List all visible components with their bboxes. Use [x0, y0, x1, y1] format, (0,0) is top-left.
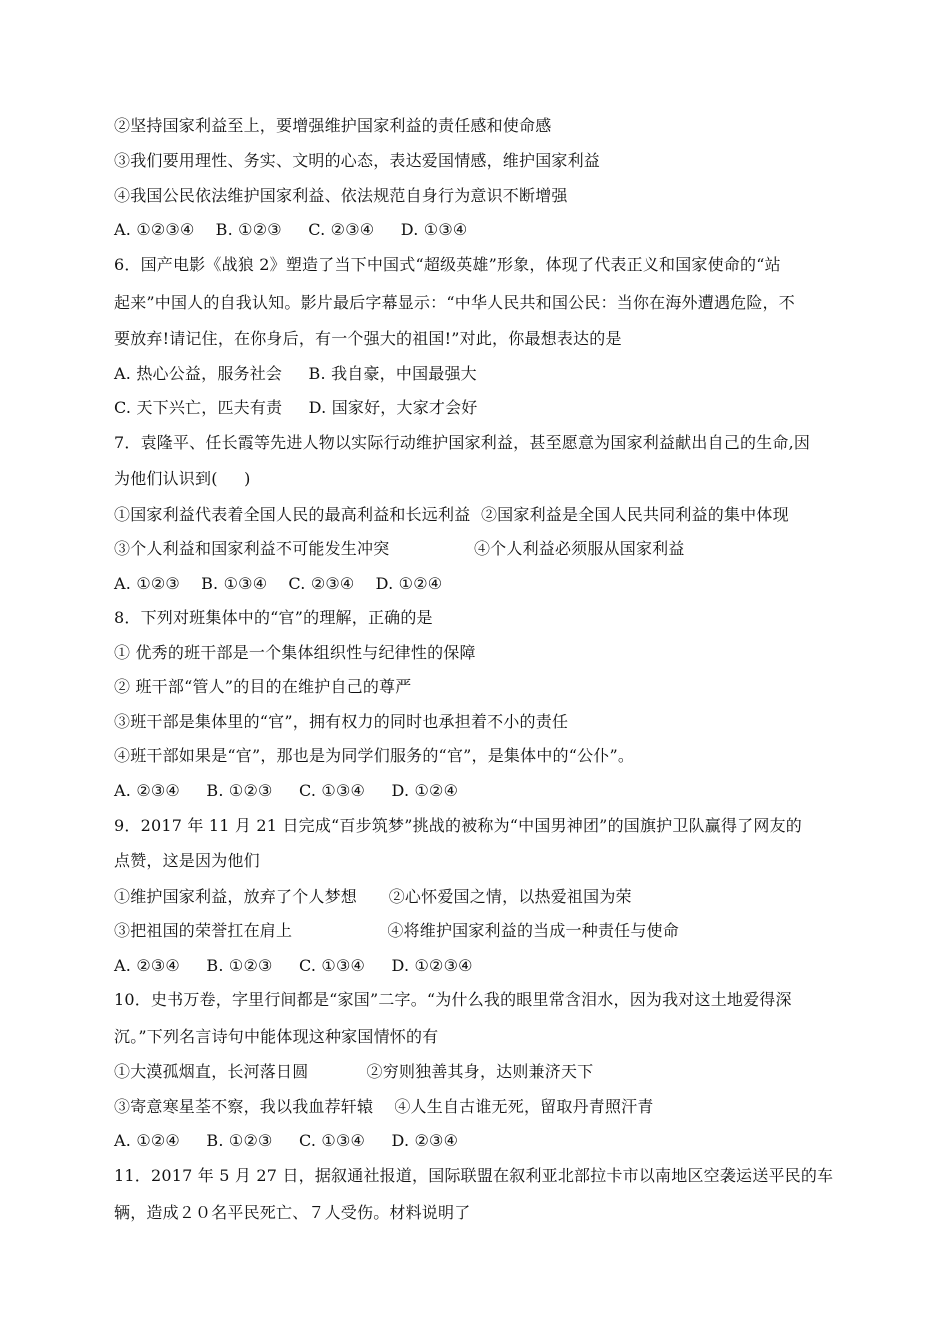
- question-7: 7．袁隆平、任长霞等先进人物以实际行动维护国家利益，甚至愿意为国家利益献出自己的生命,因: [114, 433, 811, 452]
- question-9: 9．2017 年 11 月 21 日完成“百步筑梦”挑战的被称为“中国男神团”的国旗护卫队赢得了网友的: [114, 816, 802, 835]
- text-line: 为他们认识到( ): [114, 469, 251, 488]
- text-line: ③把祖国的荣誉扛在肩上 ④将维护国家利益的当成一种责任与使命: [114, 921, 679, 940]
- text-line: 起来”中国人的自我认知。影片最后字幕显示：“中华人民共和国公民：当你在海外遭遇危险，不: [114, 293, 795, 312]
- text-line: ④班干部如果是“官”，那也是为同学们服务的“官”，是集体中的“公仆”。: [114, 746, 635, 765]
- text-line: 点赞，这是因为他们: [114, 851, 260, 870]
- question-10: 10．史书万卷，字里行间都是“家国”二字。“为什么我的眼里常含泪水，因为我对这土地爱得深: [114, 990, 792, 1009]
- text-line: ③我们要用理性、务实、文明的心态，表达爱国情感，维护国家利益: [114, 151, 601, 170]
- text-line: 沉。”下列名言诗句中能体现这种家国情怀的有: [114, 1027, 439, 1046]
- question-6: 6．国产电影《战狼 2》塑造了当下中国式“超级英雄”形象，体现了代表正义和国家使命的“站: [114, 255, 781, 274]
- text-line: ③个人利益和国家利益不可能发生冲突 ④个人利益必须服从国家利益: [114, 539, 685, 558]
- text-line: 要放弃!请记住，在你身后，有一个强大的祖国!”对此，你最想表达的是: [114, 329, 622, 348]
- answer-options: A. 热心公益，服务社会 B. 我自豪，中国最强大: [114, 364, 477, 383]
- text-line: ④我国公民依法维护国家利益、依法规范自身行为意识不断增强: [114, 186, 568, 205]
- text-line: ③班干部是集体里的“官”，拥有权力的同时也承担着不小的责任: [114, 712, 569, 731]
- text-line: ①维护国家利益，放弃了个人梦想 ②心怀爱国之情，以热爱祖国为荣: [114, 887, 632, 906]
- text-line: ① 优秀的班干部是一个集体组织性与纪律性的保障: [114, 643, 476, 662]
- question-8: 8．下列对班集体中的“官”的理解，正确的是: [114, 608, 433, 627]
- answer-options: A. ①②④ B. ①②③ C. ①③④ D. ②③④: [114, 1131, 459, 1150]
- text-line: 辆，造成２０名平民死亡、７人受伤。材料说明了: [114, 1203, 471, 1222]
- text-line: ③寄意寒星荃不察，我以我血荐轩辕 ④人生自古谁无死，留取丹青照汗青: [114, 1097, 654, 1116]
- answer-options: A. ②③④ B. ①②③ C. ①③④ D. ①②③④: [114, 956, 473, 975]
- question-11: 11．2017 年 5 月 27 日，据叙通社报道，国际联盟在叙利亚北部拉卡市以南地区空袭运送平民的车: [114, 1166, 834, 1185]
- answer-options: A. ①②③ B. ①③④ C. ②③④ D. ①②④: [114, 574, 443, 593]
- answer-options: C. 天下兴亡，匹夫有责 D. 国家好，大家才会好: [114, 398, 478, 417]
- answer-options: A. ①②③④ B. ①②③ C. ②③④ D. ①③④: [114, 220, 468, 239]
- answer-options: A. ②③④ B. ①②③ C. ①③④ D. ①②④: [114, 781, 459, 800]
- text-line: ② 班干部“管人”的目的在维护自己的尊严: [114, 677, 412, 696]
- text-line: ①国家利益代表着全国人民的最高利益和长远利益 ②国家利益是全国人民共同利益的集中体现: [114, 505, 789, 524]
- text-line: ②坚持国家利益至上，要增强维护国家利益的责任感和使命感: [114, 116, 552, 135]
- text-line: ①大漠孤烟直，长河落日圆 ②穷则独善其身，达则兼济天下: [114, 1062, 594, 1081]
